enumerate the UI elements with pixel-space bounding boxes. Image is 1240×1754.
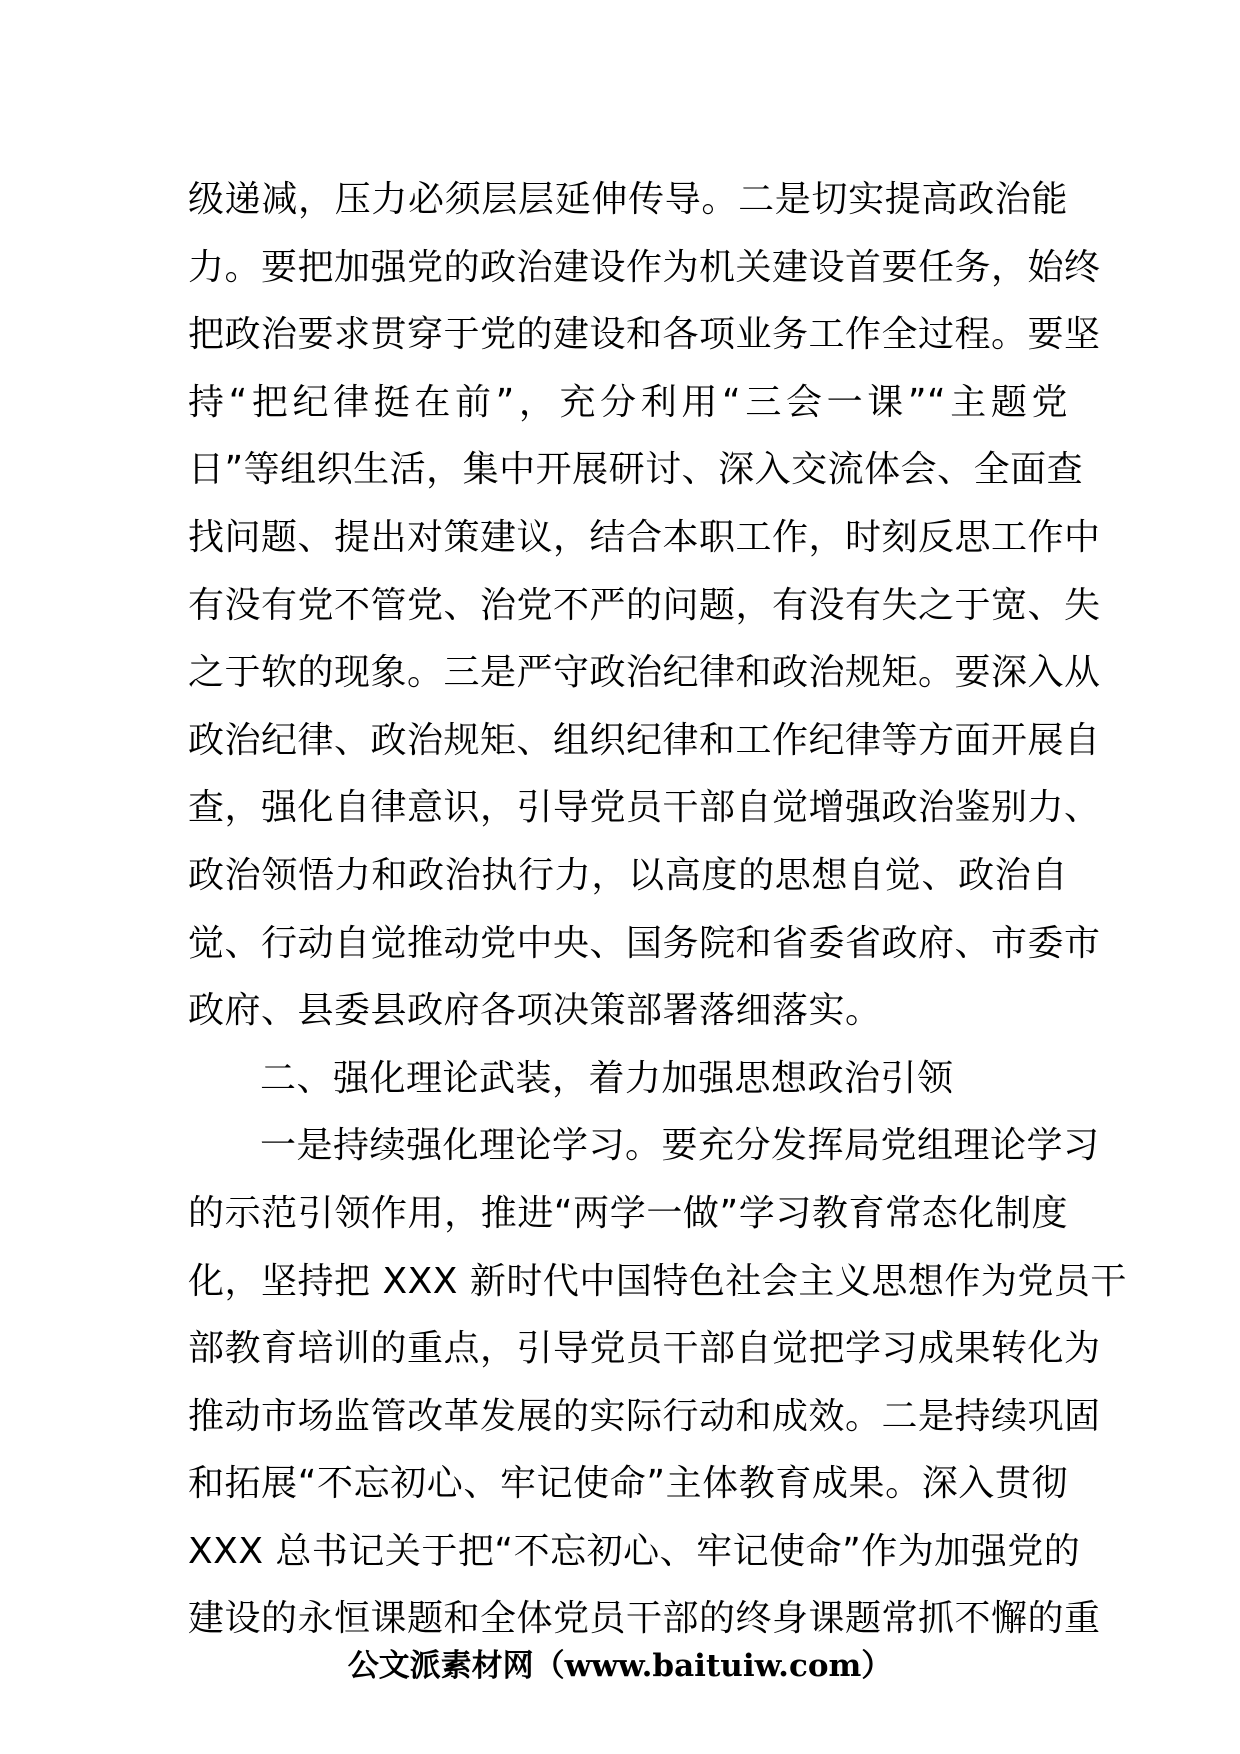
text-line: 有没有党不管党、治党不严的问题，有没有失之于宽、失	[188, 584, 1101, 626]
body-text	[188, 166, 1127, 1653]
footer-watermark: 公文派素材网（www.baituiw.com）	[347, 1648, 893, 1684]
section-heading: 二、强化理论武装，着力加强思想政治引领	[260, 1057, 954, 1099]
text-line: 政治纪律、政治规矩、组织纪律和工作纪律等方面开展自	[188, 719, 1101, 761]
text-line: 级递减，压力必须层层延伸传导。二是切实提高政治能	[188, 179, 1068, 220]
text-line: 力。要把加强党的政治建设作为机关建设首要任务，始终	[188, 246, 1101, 288]
text-line: 政府、县委县政府各项决策部署落细落实。	[188, 990, 882, 1032]
text-line: 和拓展“不忘初心、牢记使命”主体教育成果。深入贯彻	[188, 1463, 1068, 1505]
text-line: 的示范引领作用，推进“两学一做”学习教育常态化制度	[188, 1192, 1068, 1234]
text-line: 觉、行动自觉推动党中央、国务院和省委省政府、市委市	[188, 922, 1101, 964]
text-line: 找问题、提出对策建议，结合本职工作，时刻反思工作中	[188, 516, 1101, 558]
text-line: 建设的永恒课题和全体党员干部的终身课题常抓不懈的重	[188, 1598, 1101, 1640]
text-line: 把政治要求贯穿于党的建设和各项业务工作全过程。要坚	[188, 314, 1101, 356]
text-line: 政治领悟力和政治执行力，以高度的思想自觉、政治自	[188, 854, 1068, 896]
text-line: 推动市场监管改革发展的实际行动和成效。二是持续巩固	[188, 1395, 1101, 1437]
text-line: 部教育培训的重点，引导党员干部自觉把学习成果转化为	[188, 1328, 1101, 1370]
text-line: 日”等组织生活，集中开展研讨、深入交流体会、全面查	[188, 449, 1084, 491]
text-line: 化，坚持把 XXX 新时代中国特色社会主义思想作为党员干	[188, 1260, 1127, 1302]
text-line: 查，强化自律意识，引导党员干部自觉增强政治鉴别力、	[188, 787, 1101, 829]
text-line: XXX 总书记关于把“不忘初心、牢记使命”作为加强党的	[188, 1530, 1081, 1572]
text-line: 一是持续强化理论学习。要充分发挥局党组理论学习	[260, 1125, 1100, 1167]
text-line: 持“把纪律挺在前”，充分利用“三会一课”“主题党	[188, 381, 1068, 423]
text-line: 之于软的现象。三是严守政治纪律和政治规矩。要深入从	[188, 652, 1101, 694]
